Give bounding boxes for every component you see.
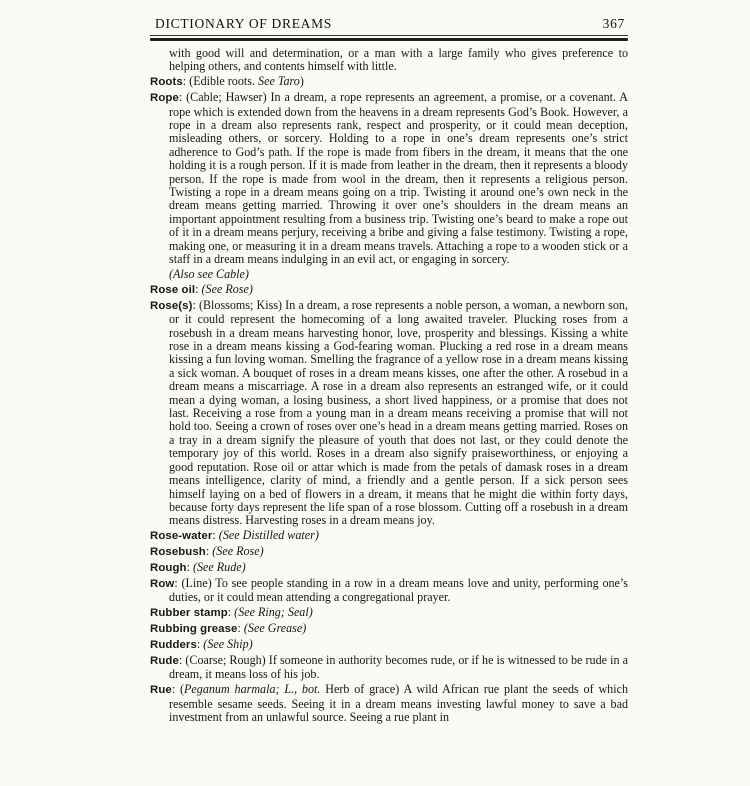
entry-text: : bbox=[186, 560, 193, 575]
headword: Rude bbox=[150, 654, 179, 667]
entry-rubber-stamp bbox=[150, 606, 628, 620]
text-column bbox=[150, 16, 628, 725]
entry-text: (See Rude) bbox=[192, 560, 246, 575]
entry-rosebush bbox=[150, 545, 628, 559]
headword: Rosebush bbox=[150, 546, 206, 559]
page-number: 367 bbox=[602, 16, 625, 31]
headword: Rough bbox=[150, 562, 187, 575]
dictionary-entries bbox=[150, 47, 628, 725]
headword: Rose oil bbox=[150, 283, 196, 296]
headword: Roots bbox=[150, 76, 183, 89]
entry-text: : bbox=[227, 605, 235, 620]
entry-text: : (Blossoms; Kiss) In a dream, a rose represents a noble person, a woman, a newborn son, or it could represent the homecoming of a long awaited traveler. Plucking roses from a rosebush in a dream means harvesting honor, love, prosperity and blessings. Kissing a white rose in a dream means kissing a God-fearing woman. Plucking a red rose in a dream means kissing a fun loving woman. Smelling the fragrance of a yellow rose in a dream means kissing a sick woman. A bouquet of roses in a dream means kisses, one after the other. A rosebud in a dream means a miscarriage. A rose in a dream also represents an estranged wife, or it could mean a dying woman, a losing business, a short lived happiness, or a promise that does not last. Receiving a rose from a young man in a dream means receiving a promise that will not hold too. Seeing a crown of roses over one’s head in a dream means getting married. Roses on a tray in a dream signify the pleasure of youth that does not last, or they could denote the temporary joy of this world. Roses in a dream also signify praiseworthiness, or enjoying a good reputation. Rose oil or attar which is made from the petals of damask roses in a dream means intelligence, clarity of mind, a friendly and a gentle person. If a sick person sees himself laying on a bed of flowers in a dream, it means that he might die within forty days, because forty days represent the life span of a rose blossom. Cutting off a rosebush in a dream means distress. Harvesting roses in a dream means joy. bbox=[169, 297, 628, 528]
entry-rue bbox=[150, 683, 628, 724]
entry-rubbing-grease bbox=[150, 622, 628, 636]
headword: Row bbox=[150, 577, 175, 590]
entry-text: : ( bbox=[171, 682, 185, 697]
entry-rope bbox=[150, 91, 628, 266]
entry-text: : bbox=[205, 544, 213, 559]
entry-row bbox=[150, 577, 628, 605]
entry-roses bbox=[150, 299, 628, 528]
headword: Rose(s) bbox=[150, 299, 193, 312]
entry-rose-oil bbox=[150, 283, 628, 297]
entry-text: : (Line) To see people standing in a row in a dream means love and unity, performing one’s duties, or it could mean attending a congregational prayer. bbox=[169, 575, 628, 605]
entry-rudders bbox=[150, 638, 628, 652]
entry-roots bbox=[150, 75, 628, 89]
entry-text: (See Ship) bbox=[203, 637, 253, 652]
entry-text: : (Cable; Hawser) In a dream, a rope represents an agreement, a promise, or a covenant. A rope which is extended down from the heavens in a dream represents God’s Book. However, a rope in a dream also represents rank, respect and prosperity, or it could mean deception, misleading others, or sorcery. Holding to a rope in one’s dream represents one’s strict adherence to God’s path. If the rope is made from fibers in the dream, it means that the one holding it is a rough person. If it is made from leather in the dream, then it represents a bloody person. If the rope is made from wool in the dream, then it represents a religious person. Twisting a rope in a dream means going on a trip. Twisting it around one’s own neck in the dream means getting married. Throwing it over one’s shoulders in the dream means an important appointment resulting from a business trip. Twisting one’s beard to make a rope out of it in a dream means perjury, receiving a bribe and giving a false testimony. Twisting a rope, making one, or measuring it in a dream means travels. Attaching a rope to a wooden stick or a staff in a dream means indulging in an evil act, or engaging in sorcery. bbox=[169, 90, 628, 267]
entry-text: Peganum harmala; L., bot. bbox=[184, 682, 321, 697]
headword: Rubbing grease bbox=[150, 623, 238, 636]
entry-text: (See Ring; Seal) bbox=[234, 605, 313, 620]
entry-text: See Taro bbox=[258, 74, 300, 89]
entry-text: (See Grease) bbox=[243, 621, 307, 636]
entry-carryover bbox=[150, 47, 628, 74]
entry-rope-also-see bbox=[150, 268, 628, 281]
entry-text: (See Rose) bbox=[201, 281, 253, 296]
entry-rose-water bbox=[150, 529, 628, 543]
entry-text: (See Distilled water) bbox=[218, 528, 319, 543]
entry-text: ) bbox=[299, 74, 304, 89]
entry-text: : bbox=[237, 621, 244, 636]
header-rule-thin bbox=[150, 35, 628, 36]
entry-text: Herb of grace) A wild African rue plant the seeds of which resemble sesame seeds. Seeing it in a dream means investing lawful money to save a bad investment from an unlawful source. Seeing a rue plant in bbox=[169, 682, 629, 725]
running-title: DICTIONARY OF DREAMS bbox=[155, 16, 333, 31]
page-header bbox=[150, 16, 628, 35]
headword: Rose-water bbox=[150, 530, 213, 543]
entry-text: : (Edible roots. bbox=[182, 74, 259, 89]
entry-rough bbox=[150, 561, 628, 575]
headword: Rubber stamp bbox=[150, 607, 228, 620]
entry-text: (Also see Cable) bbox=[169, 267, 249, 281]
entry-text: : bbox=[196, 637, 204, 652]
headword: Rue bbox=[150, 684, 172, 697]
entry-text: (See Rose) bbox=[212, 544, 264, 559]
entry-rude bbox=[150, 654, 628, 682]
headword: Rudders bbox=[150, 639, 197, 652]
headword: Rope bbox=[150, 92, 179, 105]
entry-text: with good will and determination, or a man with a large family who gives preference to helping others, and contents himself with little. bbox=[169, 46, 628, 74]
entry-text: : bbox=[195, 281, 202, 296]
entry-text: : (Coarse; Rough) If someone in authority becomes rude, or if he is witnessed to be rude in a dream, it means loss of his job. bbox=[169, 652, 628, 682]
entry-text: : bbox=[212, 528, 219, 543]
header-rule-thick bbox=[150, 38, 628, 41]
